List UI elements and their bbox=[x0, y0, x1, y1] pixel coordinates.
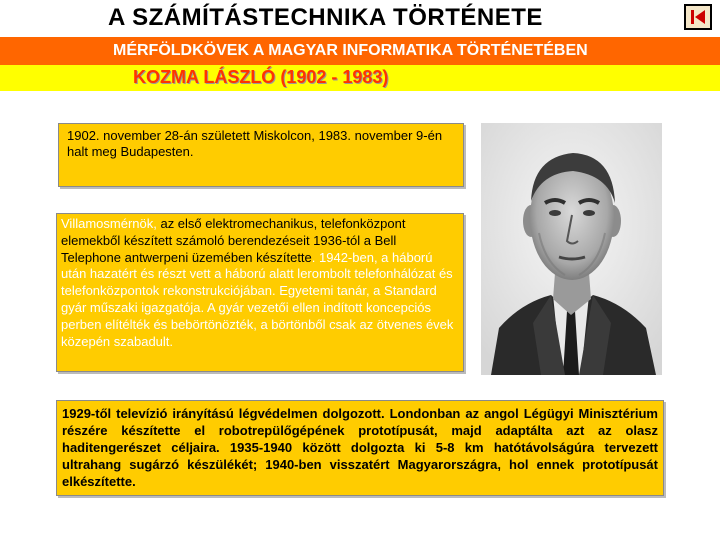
page-title: A SZÁMÍTÁSTECHNIKA TÖRTÉNETE bbox=[108, 4, 543, 31]
career-rest-text: . 1942-ben, a háború után hazatért és részt vett a háború alatt lerombolt telefonhálózat és telefonközpontok rekonstrukciójában. Egyetemi tanár, a Standard gyár műszaki igazgatója. A gyár vezetői ellen indított koncepciós perben elítélték és bebörtönözték, a börtönből csak az ötvenes évek közepén szabadult. bbox=[61, 249, 454, 349]
career-textbox bbox=[56, 213, 464, 372]
radar-robot-textbox bbox=[56, 400, 664, 496]
portrait-photo bbox=[481, 123, 662, 375]
subtitle-band bbox=[0, 37, 720, 65]
first-page-icon bbox=[686, 6, 710, 28]
career-lead-text: Villamosmérnök, bbox=[61, 216, 161, 231]
person-name: KOZMA LÁSZLÓ (1902 - 1983) bbox=[133, 67, 389, 87]
first-page-button[interactable] bbox=[684, 4, 712, 30]
birth-death-text: 1902. november 28-án született Miskolcon, 1983. november 9-én halt meg Budapesten. bbox=[67, 128, 443, 159]
subtitle: MÉRFÖLDKÖVEK A MAGYAR INFORMATIKA TÖRTÉNETÉBEN bbox=[113, 42, 588, 59]
radar-robot-text: 1929-től televízió irányítású légvédelmen dolgozott. Londonban az angol Légügyi Minisztérium részére készítette el robotrepülőgépének prototípusát, majd adaptálta azt az olasz haditengerészet céljaira. 1935-1940 között dolgozta ki 5-8 km hatótávolságúra tervezett ultrahang sugárzó készülékét; 1940-ben visszatért Magyarországra, hol ennek prototípusát elkészítette. bbox=[62, 406, 658, 489]
career-highlight-text: az első elektromechanikus, telefonközpont elemekből készített számoló berendezéseit 1936-tól a Bell Telephone antwerpeni üzemében készítette bbox=[61, 216, 406, 265]
name-band bbox=[0, 65, 720, 91]
birth-death-textbox bbox=[58, 123, 464, 187]
